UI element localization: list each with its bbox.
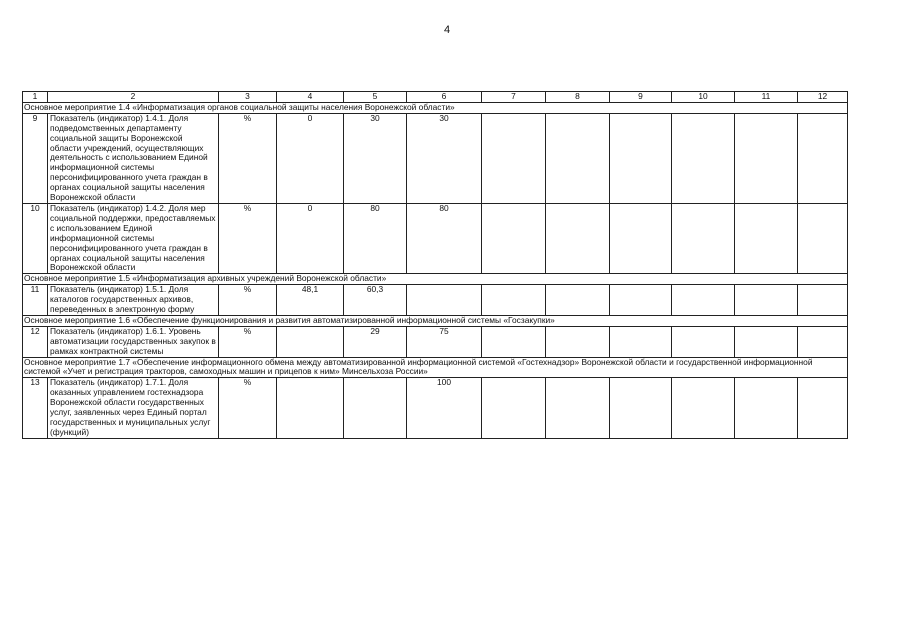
value-cell — [546, 113, 610, 203]
value-cell: 30 — [407, 113, 482, 203]
value-cell — [482, 378, 546, 438]
column-header: 12 — [798, 92, 848, 103]
indicator-name: Показатель (индикатор) 1.6.1. Уровень автоматизации государственных закупок в рамках контрактной системы — [48, 326, 219, 357]
value-cell — [735, 326, 798, 357]
value-cell — [735, 285, 798, 316]
table-row — [23, 326, 848, 357]
indicator-name: Показатель (индикатор) 1.7.1. Доля оказанных управлением гостехнадзора Воронежской области государственных услуг, заявленных через Единый портал государственных и муниципальных услуг (функций) — [48, 378, 219, 438]
value-cell — [610, 203, 672, 273]
value-cell — [798, 326, 848, 357]
unit-cell: % — [219, 285, 277, 316]
value-cell — [482, 285, 546, 316]
value-cell: 0 — [277, 203, 344, 273]
column-header: 8 — [546, 92, 610, 103]
value-cell — [482, 326, 546, 357]
value-cell — [482, 113, 546, 203]
value-cell — [610, 378, 672, 438]
row-number: 12 — [23, 326, 48, 357]
value-cell: 100 — [407, 378, 482, 438]
value-cell: 75 — [407, 326, 482, 357]
unit-cell: % — [219, 113, 277, 203]
column-header: 4 — [277, 92, 344, 103]
indicator-name: Показатель (индикатор) 1.4.2. Доля мер социальной поддержки, предоставляемых с использованием Единой информационной системы персонифицированного учета граждан в органах социальной защиты населения Воронежской области — [48, 203, 219, 273]
value-cell — [277, 378, 344, 438]
section-row — [23, 357, 848, 378]
row-number: 13 — [23, 378, 48, 438]
section-title: Основное мероприятие 1.5 «Информатизация архивных учреждений Воронежской области» — [23, 274, 848, 285]
value-cell: 80 — [407, 203, 482, 273]
value-cell — [546, 378, 610, 438]
unit-cell: % — [219, 378, 277, 438]
column-header: 5 — [344, 92, 407, 103]
column-header: 10 — [672, 92, 735, 103]
table-row — [23, 113, 848, 203]
value-cell — [672, 326, 735, 357]
unit-cell: % — [219, 326, 277, 357]
value-cell — [672, 203, 735, 273]
value-cell — [798, 378, 848, 438]
page-number: 4 — [444, 24, 451, 36]
table-row — [23, 378, 848, 438]
value-cell: 29 — [344, 326, 407, 357]
section-row — [23, 274, 848, 285]
column-header: 7 — [482, 92, 546, 103]
column-header: 9 — [610, 92, 672, 103]
column-header: 11 — [735, 92, 798, 103]
table-row — [23, 285, 848, 316]
value-cell: 0 — [277, 113, 344, 203]
section-title: Основное мероприятие 1.6 «Обеспечение функционирования и развития автоматизированной информационной системы «Госзакупки» — [23, 315, 848, 326]
row-number: 9 — [23, 113, 48, 203]
value-cell — [277, 326, 344, 357]
indicators-table — [22, 91, 848, 439]
value-cell — [344, 378, 407, 438]
indicator-name: Показатель (индикатор) 1.4.1. Доля подведомственных департаменту социальной защиты Воронежской области учреждений, осуществляющих деятельность с использованием Единой информационной системы персонифицированного учета граждан в органах социальной защиты населения Воронежской области — [48, 113, 219, 203]
section-row — [23, 315, 848, 326]
value-cell — [798, 113, 848, 203]
value-cell — [735, 378, 798, 438]
column-header: 1 — [23, 92, 48, 103]
column-header: 6 — [407, 92, 482, 103]
value-cell — [798, 203, 848, 273]
value-cell: 80 — [344, 203, 407, 273]
value-cell: 30 — [344, 113, 407, 203]
value-cell — [672, 285, 735, 316]
unit-cell: % — [219, 203, 277, 273]
value-cell — [672, 378, 735, 438]
table-body — [23, 92, 848, 439]
header-row — [23, 92, 848, 103]
table-row — [23, 203, 848, 273]
section-title: Основное мероприятие 1.7 «Обеспечение информационного обмена между автоматизированной информационной системой «Гостехнадзор» Воронежской области и государственной информационной системой «Учет и регистрация тракторов, самоходных машин и прицепов к ним» Минсельхоза России» — [23, 357, 848, 378]
value-cell — [482, 203, 546, 273]
column-header: 3 — [219, 92, 277, 103]
value-cell — [407, 285, 482, 316]
row-number: 10 — [23, 203, 48, 273]
value-cell — [610, 326, 672, 357]
column-header: 2 — [48, 92, 219, 103]
value-cell: 48,1 — [277, 285, 344, 316]
value-cell — [735, 203, 798, 273]
indicator-name: Показатель (индикатор) 1.5.1. Доля каталогов государственных архивов, переведенных в электронную форму — [48, 285, 219, 316]
value-cell — [798, 285, 848, 316]
value-cell — [546, 326, 610, 357]
section-title: Основное мероприятие 1.4 «Информатизация органов социальной защиты населения Воронежской области» — [23, 102, 848, 113]
section-row — [23, 102, 848, 113]
value-cell — [735, 113, 798, 203]
value-cell: 60,3 — [344, 285, 407, 316]
value-cell — [546, 203, 610, 273]
value-cell — [610, 285, 672, 316]
value-cell — [610, 113, 672, 203]
value-cell — [672, 113, 735, 203]
row-number: 11 — [23, 285, 48, 316]
value-cell — [546, 285, 610, 316]
